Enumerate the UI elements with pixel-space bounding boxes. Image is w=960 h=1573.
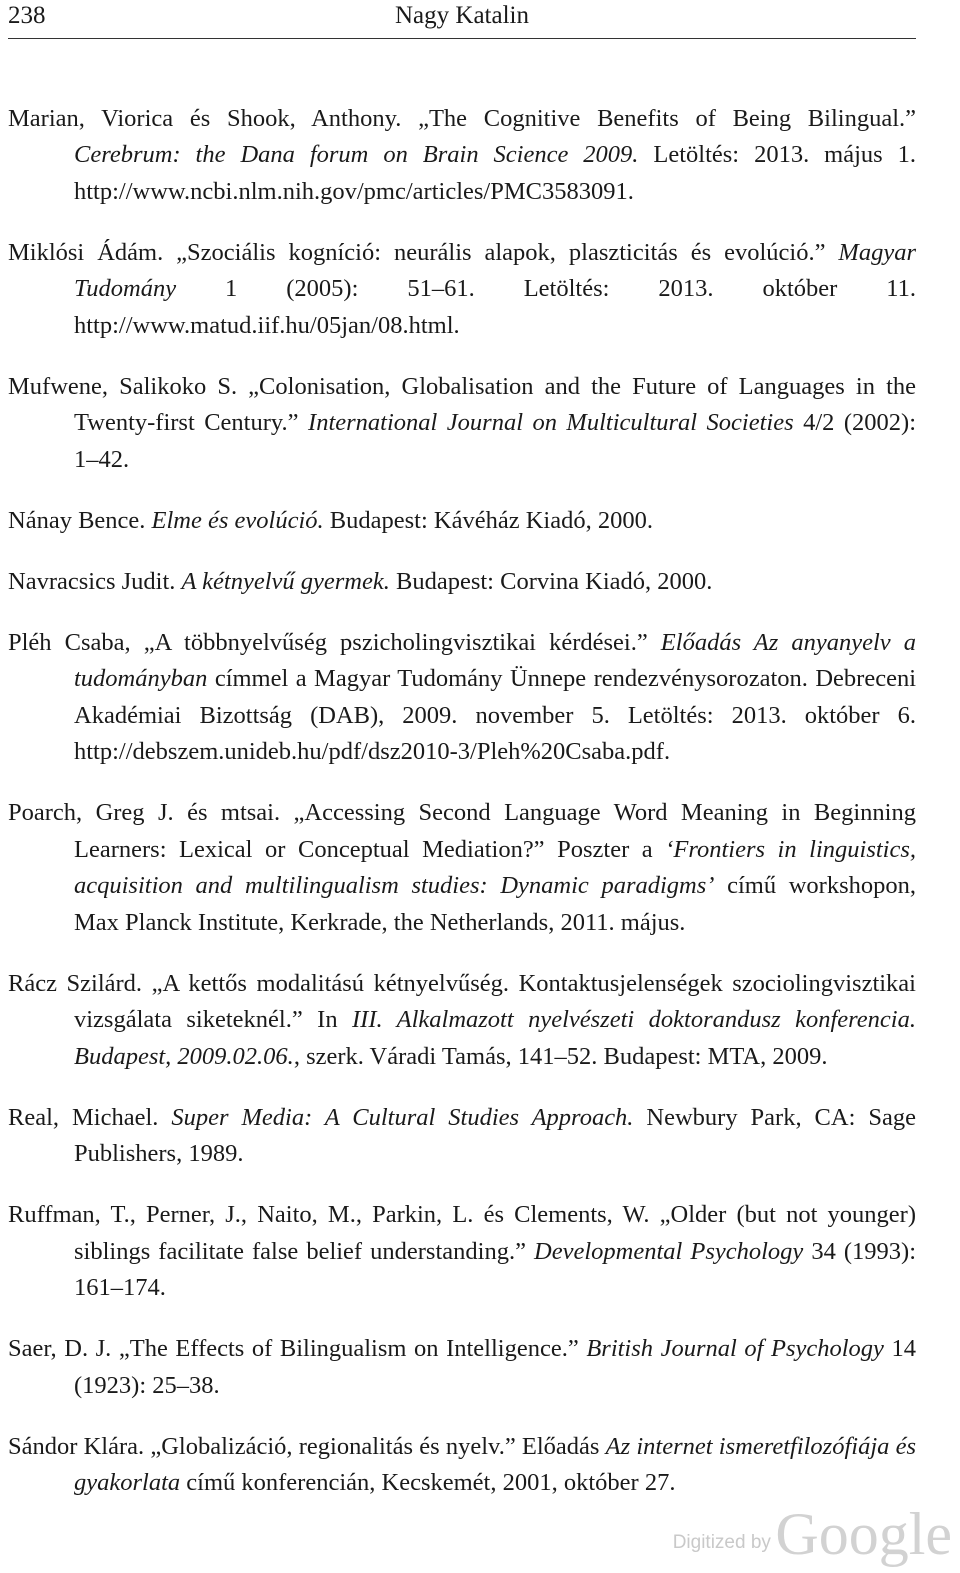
reference-entry: [8, 235, 916, 345]
reference-entry: [8, 369, 916, 479]
reference-entry: [8, 101, 916, 211]
page-number: 238: [8, 2, 46, 29]
reference-text: Marian, Viorica és Shook, Anthony. „The Cognitive Benefits of Being Bilingual.”: [8, 104, 916, 132]
reference-entry: [8, 795, 916, 941]
reference-title-italic: III. Alkalmazott nyelvészeti doktorandusz konferencia. Budapest, 2009.02.06.: [74, 1006, 916, 1070]
reference-text: Ruffman, T., Perner, J., Naito, M., Parkin, L. és Clements, W. „Older (but not younger) siblings facilitate false belief understanding.”: [8, 1201, 916, 1265]
reference-text: Navracsics Judit.: [8, 567, 182, 595]
reference-text: 14 (1923): 25–38.: [74, 1335, 917, 1399]
reference-text: című workshopon, Max Planck Institute, Kerkrade, the Netherlands, 2011. május.: [74, 872, 917, 936]
reference-text: Budapest: Corvina Kiadó, 2000.: [389, 567, 713, 595]
reference-entry: [8, 966, 916, 1076]
google-logo: Google: [775, 1501, 952, 1567]
reference-entry: [8, 625, 916, 771]
reference-text: 1 (2005): 51–61. Letöltés: 2013. október 11. http://www.matud.iif.hu/05jan/08.html.: [74, 275, 916, 339]
reference-text: 34 (1993): 161–174.: [74, 1237, 916, 1301]
reference-text: Rácz Szilárd. „A kettős modalitású kétnyelvűség. Kontaktusjelenségek szociolingvisztikai vizsgálata siketeknél.” In: [8, 969, 916, 1033]
reference-text: Nánay Bence.: [8, 506, 152, 534]
watermark-prefix: Digitized by: [672, 1532, 771, 1553]
reference-entry: [8, 1100, 916, 1173]
reference-entry: [8, 1331, 916, 1404]
reference-title-italic: Az internet ismeretfilozófiája és gyakorlata: [74, 1432, 916, 1496]
reference-text: Newbury Park, CA: Sage Publishers, 1989.: [74, 1103, 916, 1167]
reference-text: Mufwene, Salikoko S. „Colonisation, Globalisation and the Future of Languages in the Twenty-first Century.”: [8, 372, 916, 436]
reference-text: Miklósi Ádám. „Szociális kogníció: neurális alapok, plaszticitás és evolúció.”: [8, 238, 839, 266]
reference-text: című konferencián, Kecskemét, 2001, október 27.: [180, 1469, 676, 1496]
reference-text: , szerk. Váradi Tamás, 141–52. Budapest: MTA, 2009.: [293, 1042, 828, 1070]
reference-text: Budapest: Kávéház Kiadó, 2000.: [323, 506, 653, 534]
digitized-by-google-watermark: [673, 1500, 952, 1569]
reference-text: Sándor Klára. „Globalizáció, regionalitás és nyelv.” Előadás: [8, 1432, 606, 1460]
reference-title-italic: Cerebrum: the Dana forum on Brain Science 2009.: [74, 141, 639, 168]
reference-text: 4/2 (2002): 1–42.: [74, 409, 917, 473]
reference-title-italic: International Journal on Multicultural Societies: [308, 409, 794, 436]
reference-title-italic: Magyar Tudomány: [74, 238, 916, 302]
page-header: [8, 0, 916, 39]
reference-text: Letöltés: 2013. május 1. http://www.ncbi.nlm.nih.gov/pmc/articles/PMC3583091.: [74, 141, 917, 205]
reference-text: Pléh Csaba, „A többnyelvűség pszicholingvisztikai kérdései.”: [8, 628, 661, 656]
reference-title-italic: A kétnyelvű gyermek.: [181, 567, 390, 595]
reference-list: [8, 76, 916, 1510]
reference-title-italic: Elme és evolúció.: [151, 506, 324, 534]
reference-text: Saer, D. J. „The Effects of Bilingualism on Intelligence.”: [8, 1335, 587, 1362]
reference-title-italic: British Journal of Psychology: [586, 1335, 884, 1362]
reference-text: címmel a Magyar Tudomány Ünnepe rendezvénysorozaton. Debreceni Akadémiai Bizottság (DAB), 2009. november 5. Letöltés: 2013. október 6. http://debszem.unideb.hu/pdf/dsz2010-3/Pleh%20Csaba.pdf.: [74, 665, 916, 765]
reference-title-italic: ‘Frontiers in linguistics, acquisition and multilingualism studies: Dynamic paradigms’: [74, 835, 917, 899]
reference-title-italic: Super Media: A Cultural Studies Approach.: [171, 1103, 634, 1131]
reference-entry: [8, 1197, 916, 1307]
reference-entry: [8, 503, 916, 540]
reference-text: Real, Michael.: [8, 1103, 172, 1131]
running-title: Nagy Katalin: [395, 2, 529, 29]
reference-title-italic: Előadás Az anyanyelv a tudományban: [74, 628, 916, 692]
reference-title-italic: Developmental Psychology: [534, 1237, 804, 1265]
reference-entry: [8, 1429, 916, 1502]
reference-entry: [8, 564, 916, 601]
reference-text: Poarch, Greg J. és mtsai. „Accessing Second Language Word Meaning in Beginning Learners: Lexical or Conceptual Mediation?” Poszter a: [8, 799, 916, 863]
